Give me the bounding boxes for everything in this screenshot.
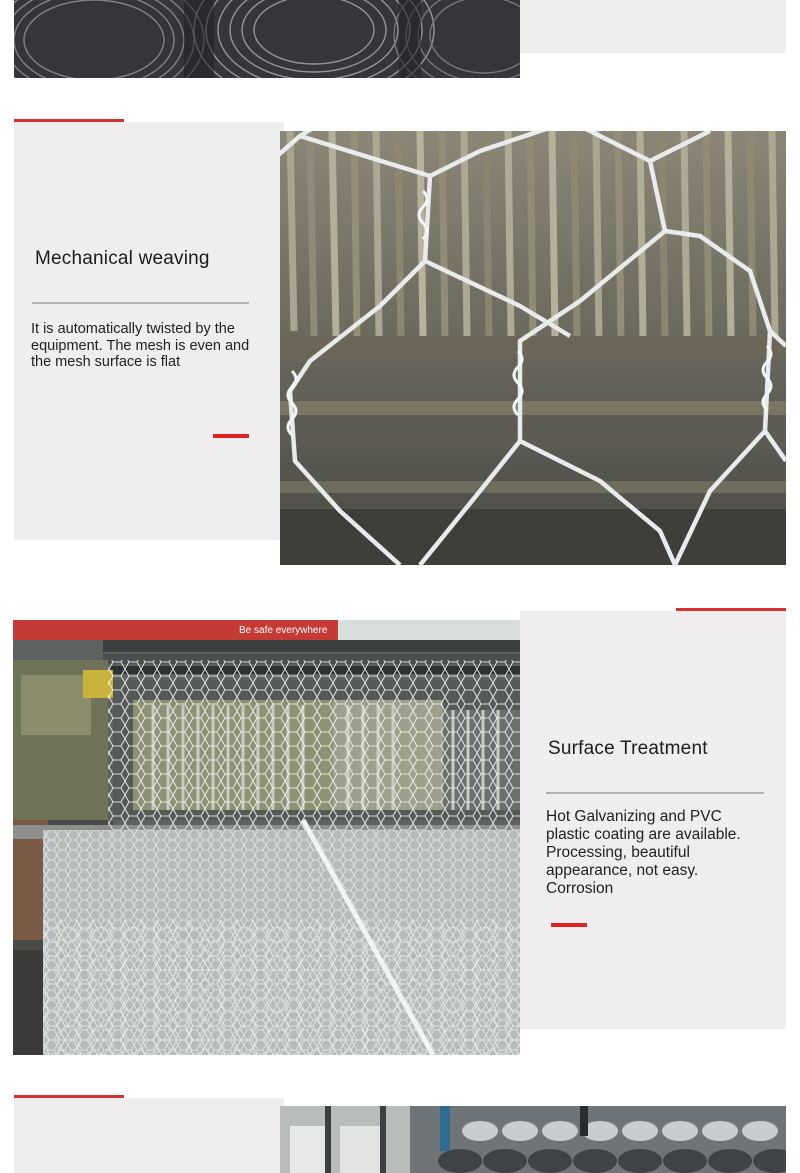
section-accent-line: [676, 608, 786, 611]
section-title: Surface Treatment: [548, 738, 708, 759]
mesh-weaving-machine-photo: [13, 620, 520, 1055]
warehouse-text-panel: [14, 1098, 284, 1173]
banner-text: Be safe everywhere: [239, 625, 328, 636]
red-accent-mark: [551, 923, 587, 927]
warehouse-rolls-photo: [280, 1106, 786, 1173]
hexagonal-mesh-closeup-photo: [280, 131, 786, 565]
title-divider: [32, 302, 249, 304]
top-text-panel: [520, 0, 786, 53]
red-accent-mark: [213, 434, 249, 438]
section-description: Hot Galvanizing and PVC plastic coating are available. Processing, beautiful appearance, not easy. Corrosion: [546, 808, 741, 897]
section-title: Mechanical weaving: [35, 248, 210, 269]
title-divider: [546, 792, 764, 794]
section-description: It is automatically twisted by the equipment. The mesh is even and the mesh surface is flat: [31, 321, 250, 370]
steel-wire-coils-photo: [14, 0, 520, 78]
